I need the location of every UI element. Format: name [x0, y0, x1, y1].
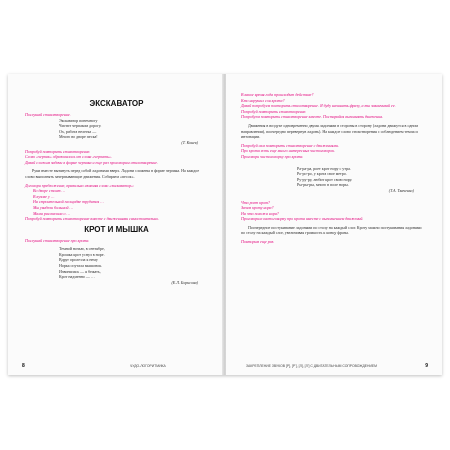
poem-line: Ры-ры-ры, много в поле норы. — [297, 182, 349, 188]
instruction: Послушай стихотворение. — [25, 112, 71, 117]
instruction: Договори предложение, правильно изменяя слово «экскаватор»: — [25, 182, 135, 188]
page-number-left: 8 — [22, 363, 25, 369]
movement-description: Руки вместе вытянуть перед собой ладонями вверх. Ладони сложены в форме черпака. На каждое слово выполнять зачерпывающие движения. Собираем «песок». — [25, 168, 200, 179]
running-footer-right: ЗАКРЕПЛЕНИЕ ЗВУКОВ [Р], [Р'], [Л], [Л'] С ДВИГАТЕЛЬНЫМ СОПРОВОЖДЕНИЕМ — [246, 364, 377, 368]
poem-line: Много во дворе песка! — [59, 134, 98, 140]
blank-sentence: В кузове у … — [33, 193, 55, 199]
poem-line: Экскаватор понемногу — [59, 117, 98, 123]
question: На что похожа нора? — [241, 210, 279, 216]
poem-line: Ох, работа нелегка — — [59, 128, 97, 134]
mole-title: КРОТ И МЫШКА — [84, 224, 149, 234]
instruction: Попробуй повторить стихотворение. — [25, 148, 91, 154]
instruction: Попробуй сам повторить стихотворение с движениями. — [241, 142, 339, 148]
instruction: Слово «черпак» образовалось от слова «черпать». — [25, 154, 112, 160]
instruction: Проговорим чистоговорку про крота вместе с выполнением движений. — [241, 216, 364, 222]
poem-author: (Т.А. Ткаченко) — [388, 187, 414, 193]
poem-line: Чистит черпаком дорогу. — [59, 123, 102, 129]
question: В какое время года происходит действие? — [241, 92, 314, 97]
poem-line: Темной ночью, в сентябре, — [59, 246, 105, 252]
poem-line: Крошка крот уснул в норе. — [59, 251, 105, 257]
question: Кто нарушил сон крота? — [241, 97, 285, 103]
excavator-poem — [59, 118, 208, 140]
instruction: Повторим еще раз. — [241, 239, 275, 245]
instruction: Попробуем повторить стихотворение вместе. Постарайся выполнять движения. — [241, 114, 383, 120]
question: Что роет крот? — [241, 199, 271, 205]
poem-line: Норка спутала мышонок. — [59, 263, 103, 269]
instruction: Попробуй повторить стихотворение вместе с движениями самостоятельно. — [25, 216, 159, 222]
poem-line: Крот надменно — … — [59, 274, 95, 280]
excavator-title: ЭКСКАВАТОР — [89, 99, 144, 108]
instruction: Послушай стихотворение про крота. — [25, 237, 90, 243]
open-book — [8, 74, 442, 375]
right-page-content — [241, 92, 424, 245]
blank-sentence: Мама рассказала о … — [33, 210, 71, 216]
movement-description: Поочередное постукивание ладонями по столу на каждый слог. Кроту можно постукивания ладонями по столу на каждый слог, увеличивая громкость к концу фразы. — [241, 224, 422, 236]
poem-author: (Е.Л. Борисова) — [171, 279, 198, 285]
blank-sentence: Мы увидели большой … — [33, 204, 74, 210]
poem-line: Вдруг пролезла к нему — [59, 257, 98, 263]
blank-sentence: На строительной площадке трудится … — [33, 199, 104, 205]
mole-poem — [59, 246, 208, 280]
left-page — [8, 74, 224, 375]
blank-sentence: Во дворе стоит … — [33, 188, 66, 194]
poem-line: Ру-ру-ру, любит крот свою нору. — [297, 176, 353, 182]
instruction: Про крота есть еще много интересных чистоговорок. — [241, 148, 335, 154]
poem-line: Ра-ра-ра, роет крот нору с утра. — [297, 165, 351, 171]
instruction: Проговори чистоговорку про крота. — [241, 153, 304, 159]
poem-line: Извинилась — я бежать, — [59, 268, 101, 274]
page-number-right: 9 — [425, 363, 428, 369]
right-page — [226, 74, 442, 375]
instruction: Давай сложим задачи в форме черпака и еще раз проговорим стихотворение. — [25, 159, 159, 165]
movement-description: Движения в воздухе одновременно двумя ладонями в стороны в сторону (ладони движутся в одном направлении), поочередно перевернув ладонь). На каждое слово стихотворения с соблюдением темпа и интонации. — [241, 122, 418, 140]
poem-author: (Т. Конев) — [181, 139, 198, 145]
instruction: Попробуй повторить стихотворение. — [241, 108, 307, 114]
question: Зачем кроту нора? — [241, 205, 274, 211]
instruction: Давай попробуем повторить стихотворение. Я буду начинать фразу, а ты заканчивай ее. — [241, 103, 396, 109]
left-page-content — [25, 96, 208, 285]
tongue-twister — [297, 166, 424, 188]
running-footer-left: ЧУДО-ЛОГОРИТМИКА — [130, 364, 166, 368]
poem-line: Ро-ро-ро, у крота свое метро. — [297, 171, 347, 177]
